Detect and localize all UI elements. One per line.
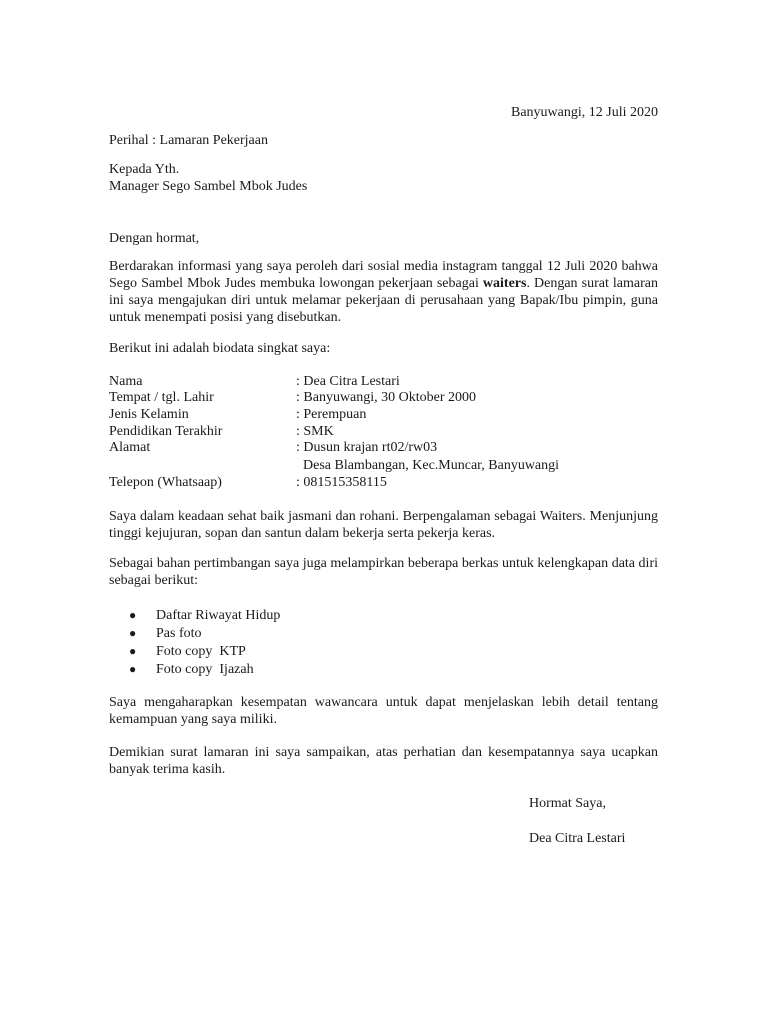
biodata-row xyxy=(109,474,658,491)
signature-name: Dea Citra Lestari xyxy=(529,831,626,846)
biodata-label: Pendidikan Terakhir xyxy=(109,424,223,439)
biodata-label: Jenis Kelamin xyxy=(109,407,189,422)
intro-position-bold: waiters xyxy=(482,276,527,291)
biodata-value: : Perempuan xyxy=(296,407,367,422)
health-paragraph: Saya dalam keadaan sehat baik jasmani dan rohani. Berpengalaman sebagai Waiters. Menjunjung tinggi kejujuran, sopan dan santun dalam bekerja serta pekerja keras. xyxy=(109,509,658,541)
list-item-text: Daftar Riwayat Hidup xyxy=(156,608,281,623)
greeting: Dengan hormat, xyxy=(109,231,200,246)
attachments-intro: Sebagai bahan pertimbangan saya juga melampirkan beberapa berkas untuk kelengkapan data diri sebagai berikut: xyxy=(109,556,658,588)
interview-paragraph: Saya mengaharapkan kesempatan wawancara untuk dapat menjelaskan lebih detail tentang kemampuan yang saya miliki. xyxy=(109,695,658,727)
biodata-row xyxy=(109,389,658,406)
bullet-icon: ● xyxy=(129,662,137,676)
bullet-icon: ● xyxy=(129,644,137,658)
bullet-icon: ● xyxy=(129,626,137,640)
biodata-value: : SMK xyxy=(296,424,334,439)
recipient-name: Manager Sego Sambel Mbok Judes xyxy=(109,179,308,194)
biodata-row xyxy=(109,423,658,440)
biodata-value: : Dea Citra Lestari xyxy=(296,374,400,389)
recipient-salutation: Kepada Yth. xyxy=(109,162,180,177)
biodata-value: : Banyuwangi, 30 Oktober 2000 xyxy=(296,390,477,405)
list-item-text: Pas foto xyxy=(156,626,202,641)
list-item-text: Foto copy KTP xyxy=(156,644,246,659)
biodata-row xyxy=(109,373,658,390)
intro-text-1: Berdarakan informasi yang saya peroleh dari sosial media instagram tanggal 12 Juli 2020 bahwa Sego Sambel Mbok Judes membuka lowongan pekerjaan sebagai xyxy=(109,259,658,291)
biodata-intro: Berikut ini adalah biodata singkat saya: xyxy=(109,341,331,356)
intro-paragraph xyxy=(109,258,658,326)
biodata-row xyxy=(109,406,658,423)
bullet-icon: ● xyxy=(129,608,137,622)
list-item-text: Foto copy Ijazah xyxy=(156,662,254,677)
intro-text-2: . Dengan surat lamaran ini saya mengajukan diri untuk melamar pekerjaan di perusahaan yang Bapak/Ibu pimpin, guna untuk menempati posisi yang disebutkan. xyxy=(109,276,658,325)
biodata-row xyxy=(109,439,658,456)
biodata-label: Nama xyxy=(109,374,143,389)
biodata-label: Alamat xyxy=(109,440,151,455)
biodata-value: : 081515358115 xyxy=(296,475,387,490)
biodata-value: Desa Blambangan, Kec.Muncar, Banyuwangi xyxy=(296,458,560,473)
biodata-row xyxy=(109,457,658,474)
signoff: Hormat Saya, xyxy=(529,796,606,811)
letter-subject: Perihal : Lamaran Pekerjaan xyxy=(109,133,268,148)
biodata-label: Telepon (Whatsaap) xyxy=(109,475,222,490)
biodata-label: Tempat / tgl. Lahir xyxy=(109,390,214,405)
closing-paragraph: Demikian surat lamaran ini saya sampaikan, atas perhatian dan kesempatannya saya ucapkan banyak terima kasih. xyxy=(109,745,658,777)
letter-date: Banyuwangi, 12 Juli 2020 xyxy=(511,105,658,120)
biodata-value: : Dusun krajan rt02/rw03 xyxy=(296,440,438,455)
